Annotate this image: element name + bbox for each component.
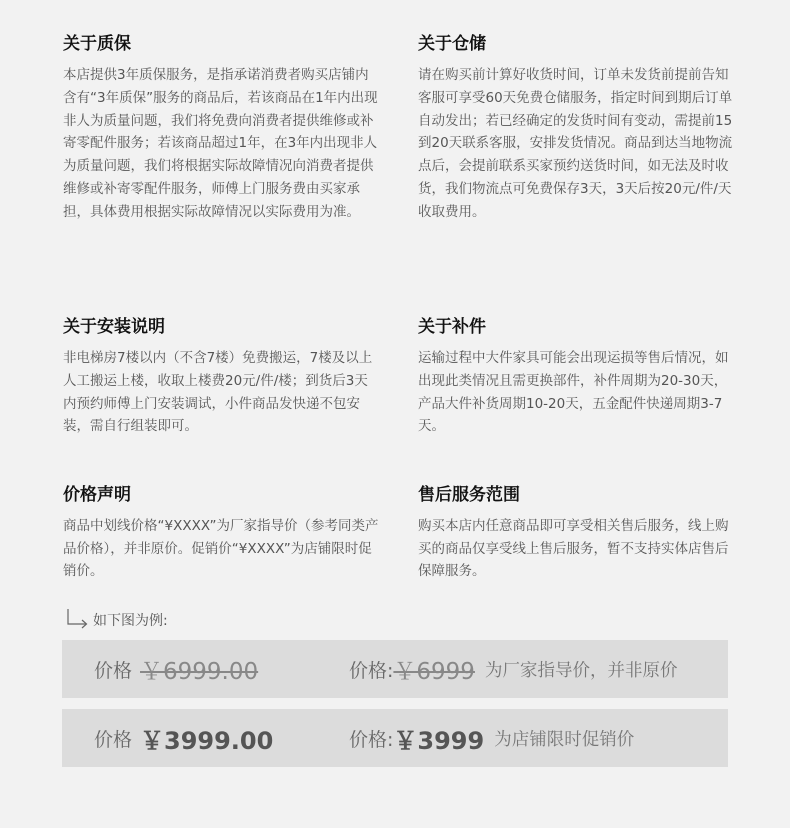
section-body: 非电梯房7楼以内（不含7楼）免费搬运，7楼及以上人工搬运上楼，收取上楼费20元/件/楼；到货后3天内预约师傅上门安装调试，小件商品发快递不包安装，需自行组装即可。 [63,350,373,435]
strikethrough-price: ￥6999 [393,658,475,685]
price-note: 为厂家指导价，并非原价 [484,660,678,681]
section-body: 请在购买前计算好收货时间，订单未发货前提前告知客服可享受60天免费仓储服务，指定时间到期后订单自动发出；若已经确定的发货时间有变动，需提前15到20天联系客服，安排发货情况。商品到达当地物流点后，会提前联系买家预约送货时间，如无法及时收货，我们物流点可免费保存3天，3天后按20元/件/天收取费用。 [418,67,733,220]
strikethrough-price: ￥6999.00 [140,658,259,685]
section-title: 关于仓储 [418,34,486,54]
corner-arrow-icon [64,608,90,630]
price-note: 为店铺限时促销价 [494,729,635,750]
section-parts [418,316,736,438]
price-label: 价格: [349,728,394,751]
section-body: 商品中划线价格“¥XXXX”为厂家指导价（参考同类产品价格），并非原价。促销价“¥XXXX”为店铺限时促销价。 [63,518,379,579]
section-body: 本店提供3年质保服务，是指承诺消费者购买店铺内含有“3年质保”服务的商品后，若该商品在1年内出现非人为质量问题，我们将免费向消费者提供维修或补寄零配件服务；若该商品超过1年，在3年内出现非人为质量问题，我们将根据实际故障情况向消费者提供维修或补寄零配件服务，师傅上门服务费由买家承担，具体费用根据实际故障情况以实际费用为准。 [63,67,378,220]
section-title: 关于质保 [63,34,131,54]
price-label: 价格: [349,659,394,682]
section-title: 售后服务范围 [418,485,520,505]
sale-price: ￥3999.00 [140,726,274,755]
price-label: 价格 [94,659,133,682]
sale-price-row [62,709,728,767]
section-title: 关于补件 [418,317,486,337]
section-price-statement [63,484,381,583]
section-title: 价格声明 [63,485,131,505]
section-warranty [63,33,381,224]
price-label: 价格 [94,728,133,751]
example-label-text: 如下图为例: [93,613,168,629]
section-storage [418,33,736,224]
section-body: 运输过程中大件家具可能会出现运损等售后情况，如出现此类情况且需更换部件，补件周期为20-30天，产品大件补货周期10-20天，五金配件快递周期3-7天。 [418,350,729,435]
sale-price: ￥3999 [393,726,485,755]
original-price-row [62,640,728,698]
section-title: 关于安装说明 [63,317,165,337]
section-after-sales [418,484,736,583]
section-body: 购买本店内任意商品即可享受相关售后服务，线上购买的商品仅享受线上售后服务，暂不支持实体店售后保障服务。 [418,518,729,579]
section-install [63,316,381,438]
example-label [64,604,168,630]
